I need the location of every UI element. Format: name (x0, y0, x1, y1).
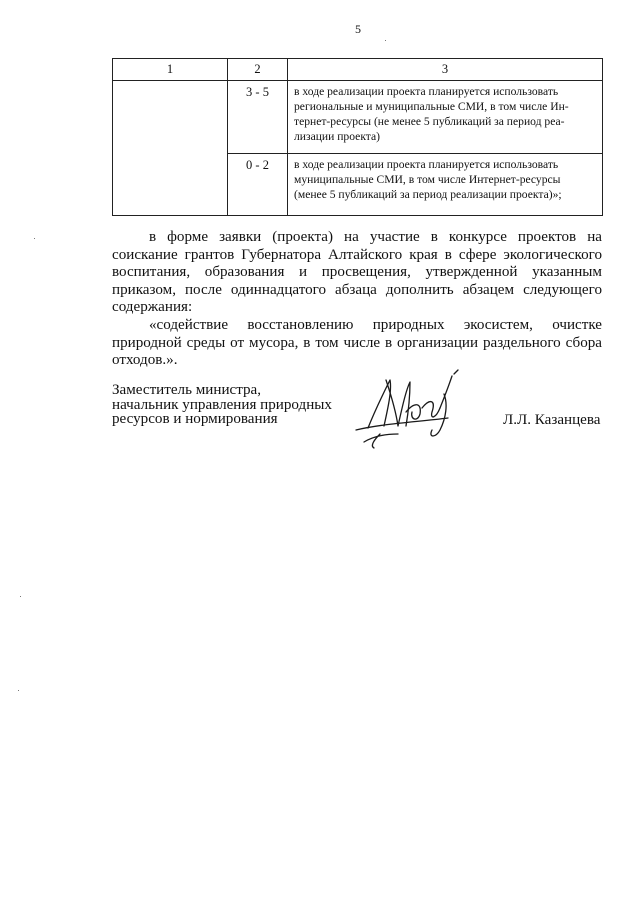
table-cell-line: тернет-ресурсы (не менее 5 публикаций за период реа- (294, 115, 565, 128)
table-cell-score: 0 - 2 (228, 154, 288, 216)
table-cell-line: региональные и муниципальные СМИ, в том числе Ин- (294, 100, 569, 113)
signatory-title-line: начальник управления природных (112, 396, 332, 413)
table-cell-line: (менее 5 публикаций за период реализации проекта)»; (294, 188, 562, 201)
signatory-name: Л.Л. Казанцева (503, 412, 601, 428)
table-cell-line: лизации проекта) (294, 130, 381, 143)
table-header-cell: 1 (113, 59, 228, 81)
page-number: 5 (355, 22, 361, 36)
paragraph-amendment: в форме заявки (проекта) на участие в конкурсе проектов на соискание грантов Губернатора Алтайского края в сфере экологического воспитания, образования и просвещения, утвержденной указанным приказом, после одиннадцатого абзаца дополнить абзацем следующего содержания: (112, 229, 602, 316)
table-cell-line: в ходе реализации проекта планируется использовать (294, 158, 559, 171)
table-cell-line: муниципальные СМИ, в том числе Интернет-ресурсы (294, 173, 561, 186)
table-cell-line: в ходе реализации проекта планируется использовать (294, 85, 559, 98)
scan-speck (18, 690, 19, 691)
table-header-cell: 3 (288, 59, 603, 81)
criteria-table (112, 58, 603, 216)
handwritten-signature (340, 368, 470, 450)
body-text (112, 229, 602, 370)
table-cell-description (288, 81, 603, 154)
table-header-row (113, 59, 603, 81)
table-header-cell: 2 (228, 59, 288, 81)
table-cell-description (288, 154, 603, 216)
paragraph-quote: «содействие восстановлению природных экосистем, очистке природной среды от мусора, в том числе в организации раздельного сбора отходов.». (112, 316, 602, 369)
scan-speck (34, 238, 35, 239)
table-cell-score: 3 - 5 (228, 81, 288, 154)
table-cell-criterion (113, 81, 228, 216)
signatory-title-line: ресурсов и нормирования (112, 411, 278, 428)
scan-speck (385, 40, 386, 41)
scan-speck (20, 596, 21, 597)
table-row (113, 81, 603, 154)
signatory-title (112, 383, 352, 427)
signatory-title-line: Заместитель министра, (112, 382, 262, 398)
